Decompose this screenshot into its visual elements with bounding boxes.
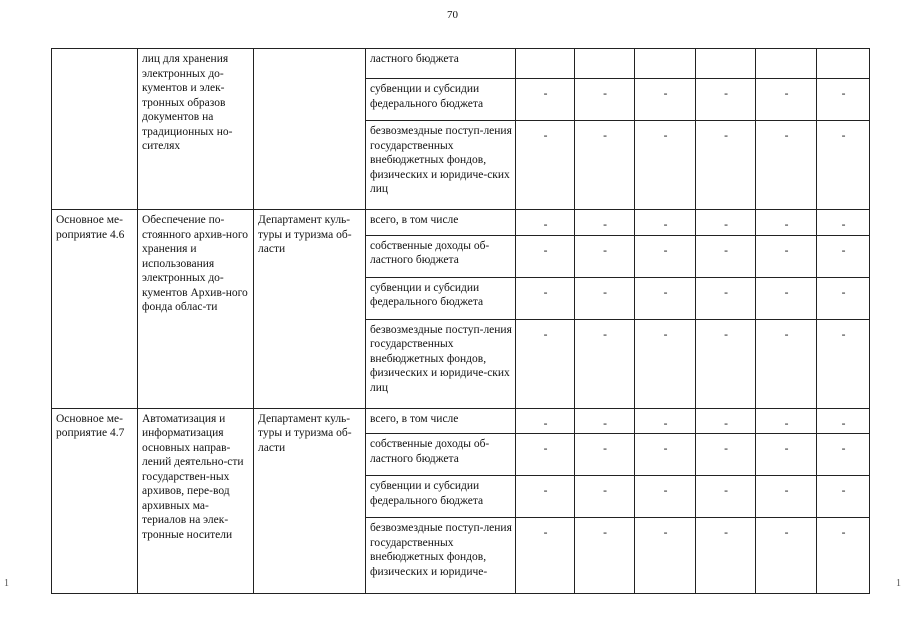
value-cell: -: [696, 319, 756, 408]
left-margin-mark: 1: [4, 578, 9, 589]
value-cell: [575, 49, 635, 79]
executor-cell: Департамент куль-туры и туризма об-ласти: [254, 408, 366, 594]
funding-source-cell: ластного бюджета: [366, 49, 516, 79]
right-margin-mark: 1: [896, 578, 901, 589]
value-cell: -: [756, 210, 817, 236]
funding-table: [51, 48, 870, 594]
value-cell: -: [817, 408, 870, 434]
value-cell: -: [696, 277, 756, 319]
value-cell: -: [516, 434, 575, 476]
value-cell: -: [696, 434, 756, 476]
table-row: [52, 408, 870, 434]
value-cell: -: [575, 277, 635, 319]
value-cell: -: [696, 518, 756, 594]
value-cell: -: [575, 79, 635, 121]
event-name-cell: Обеспечение по-стоянного архив-ного хранения и использования электронных до-кументов Архив-ного фонда облас-ти: [138, 210, 254, 409]
value-cell: -: [516, 121, 575, 210]
funding-source-cell: субвенции и субсидии федерального бюджета: [366, 277, 516, 319]
value-cell: -: [575, 210, 635, 236]
value-cell: -: [817, 434, 870, 476]
value-cell: -: [756, 277, 817, 319]
value-cell: -: [635, 476, 696, 518]
value-cell: -: [635, 121, 696, 210]
value-cell: -: [696, 476, 756, 518]
funding-source-cell: безвозмездные поступ-ления государственных внебюджетных фондов, физических и юридиче-: [366, 518, 516, 594]
value-cell: [516, 49, 575, 79]
value-cell: -: [817, 79, 870, 121]
table-row: [52, 49, 870, 79]
funding-source-cell: всего, в том числе: [366, 408, 516, 434]
value-cell: -: [635, 518, 696, 594]
value-cell: -: [516, 319, 575, 408]
funding-source-cell: собственные доходы об-ластного бюджета: [366, 235, 516, 277]
value-cell: -: [756, 79, 817, 121]
value-cell: -: [575, 121, 635, 210]
value-cell: -: [635, 79, 696, 121]
value-cell: -: [817, 235, 870, 277]
value-cell: -: [696, 408, 756, 434]
value-cell: -: [756, 319, 817, 408]
value-cell: -: [756, 434, 817, 476]
table-body: [52, 49, 870, 594]
value-cell: -: [635, 235, 696, 277]
funding-source-cell: субвенции и субсидии федерального бюджета: [366, 79, 516, 121]
value-cell: -: [756, 476, 817, 518]
value-cell: -: [696, 121, 756, 210]
value-cell: -: [575, 434, 635, 476]
value-cell: -: [635, 210, 696, 236]
value-cell: -: [817, 518, 870, 594]
funding-source-cell: собственные доходы об-ластного бюджета: [366, 434, 516, 476]
value-cell: -: [635, 408, 696, 434]
event-cell: Основное ме-роприятие 4.6: [52, 210, 138, 409]
value-cell: -: [575, 476, 635, 518]
value-cell: [756, 49, 817, 79]
funding-source-cell: всего, в том числе: [366, 210, 516, 236]
event-cell: [52, 49, 138, 210]
value-cell: -: [817, 277, 870, 319]
value-cell: -: [756, 235, 817, 277]
value-cell: -: [756, 408, 817, 434]
funding-source-cell: безвозмездные поступ-ления государственных внебюджетных фондов, физических и юридиче-ских лиц: [366, 121, 516, 210]
event-name-cell: Автоматизация и информатизация основных направ-лений деятельно-сти государствен-ных архивов, пере-вод архивных ма-териалов на элек-тронные носители: [138, 408, 254, 594]
value-cell: -: [635, 434, 696, 476]
value-cell: -: [696, 79, 756, 121]
page-number: 70: [447, 9, 458, 21]
value-cell: -: [575, 319, 635, 408]
value-cell: -: [575, 518, 635, 594]
value-cell: -: [756, 121, 817, 210]
value-cell: -: [635, 277, 696, 319]
value-cell: -: [817, 319, 870, 408]
value-cell: -: [696, 235, 756, 277]
value-cell: [635, 49, 696, 79]
value-cell: -: [516, 210, 575, 236]
value-cell: -: [516, 235, 575, 277]
event-name-cell: лиц для хранения электронных до-кументов и элек-тронных образов документов на традиционных но-сителях: [138, 49, 254, 210]
funding-source-cell: безвозмездные поступ-ления государственных внебюджетных фондов, физических и юридиче-ских лиц: [366, 319, 516, 408]
executor-cell: Департамент куль-туры и туризма об-ласти: [254, 210, 366, 409]
value-cell: -: [756, 518, 817, 594]
value-cell: -: [575, 408, 635, 434]
value-cell: -: [635, 319, 696, 408]
value-cell: [817, 49, 870, 79]
funding-source-cell: субвенции и субсидии федерального бюджета: [366, 476, 516, 518]
value-cell: [696, 49, 756, 79]
value-cell: -: [817, 121, 870, 210]
value-cell: -: [516, 518, 575, 594]
value-cell: -: [516, 408, 575, 434]
event-cell: Основное ме-роприятие 4.7: [52, 408, 138, 594]
value-cell: -: [516, 277, 575, 319]
value-cell: -: [516, 79, 575, 121]
executor-cell: [254, 49, 366, 210]
value-cell: -: [575, 235, 635, 277]
value-cell: -: [817, 210, 870, 236]
value-cell: -: [817, 476, 870, 518]
value-cell: -: [516, 476, 575, 518]
value-cell: -: [696, 210, 756, 236]
table-row: [52, 210, 870, 236]
